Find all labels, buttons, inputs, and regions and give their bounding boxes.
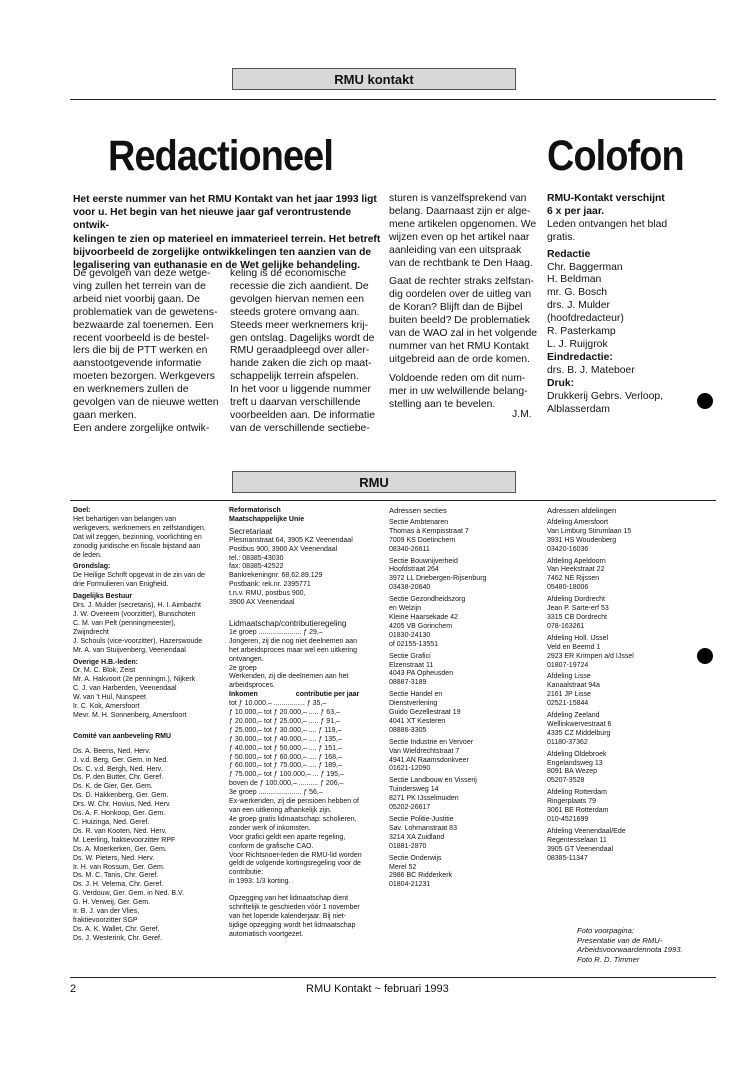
address-block: Sectie Bouwnijverheid Hoofdstraat 264 3972 LL Driebergen-Rijsenburg 03438-20640 [389, 557, 487, 592]
address-block: Sectie Landbouw en Visserij Tuindersweg 14 8271 PK IJsselmuiden 05202-26617 [389, 777, 477, 812]
info-col-a: Doel: Het behartigen van belangen van werkgevers, werknemers en zelfstandigen. Dat wil zeggen, bezinning, voorlichting en zonodig juridische en fiscale bijstand aan de leden. Grondslag: De Heilige Schrift opgevat in de zin van de drie Formulieren van Enigheid. Dagelijks Bestuur Drs. J. Mulder (secretaris), H. I. Aimbacht J. W. Overeem (voorzitter), Bunschoten C. M. van Pelt (penningmeester), Zwijndrecht J. Schouls (vice-voorzitter), Hazerswoude Mr. A. van Stuijvenberg, Veenendaal Overige H.B.-leden: Dr. M. C. Blok, Zeist Mr. A. Hakvoort (2e penningm.), Nijkerk C. J. van Harberden, Veenendaal W. van 't Hul, Nunspeet Ir. C. Kok, Amersfoort Mevr. M. H. Sonnenberg, Amersfoort Comité van aanbeveling RMU Ds. A. Beens, Ned. Herv. J. v.d. Berg, Ger. Gem. in Ned. Ds. C. v.d. Bergh, Ned. Herv. Ds. P. den Butter, Chr. Geref. Ds. K. de Gier, Ger. Gem. Ds. D. Hakkenberg, Ger. Gem. Drs. W. Chr. Hovius, Ned. Herv. Ds. A. F. Honkoop, Ger. Gem. C. Huizinga, Ned. Geref. Ds. R. van Kooten, Ned. Herv. M. Leerling, fraktievoorzitter RPF Ds. A. Moerkerken, Ger. Gem. Ds. W. Pieters, Ned. Herv. Ir. H. van Rossum, Ger. Gem. Ds. M. C. Tanis, Chr. Geref. Ds. J. H. Velema, Chr. Geref. G. Verdouw, Ger. Gem. in Ned. B.V. G. H. Verweij, Ger. Gem. Ir. B. J. van der Vlies, fraktievoorzitter SGP Ds. A. K. Wallet, Chr. Geref. Ds. J. Westerink, Chr. Geref. [73, 507, 206, 942]
address-block: Afdeling Veenendaal/Ede Regentesselaan 11 3905 GT Veenendaal 08385-11347 [547, 827, 626, 862]
contribution-row: boven de ƒ 100.000,– .......... ƒ 206,– [229, 780, 344, 788]
address-block: Sectie Onderwijs Merel 52 2986 BC Ridderkerk 01804-21231 [389, 854, 453, 889]
col3-paragraph-3: Voldoende reden om dit num- mer in uw welwillende belang- stelling aan te bevelen. [389, 372, 528, 410]
redactie-label: Redactie [547, 248, 591, 260]
contribution-row: ƒ 50.000,– tot ƒ 60.000,– .... ƒ 168,– [229, 753, 342, 761]
address-block: Afdeling Oldebroek Engelandsweg 13 8091 BA Wezep 05207-3528 [547, 750, 607, 785]
address-block: Afdeling Zeeland Wellinkwervestraat 6 4335 CZ Middelburg 01180-37362 [547, 712, 612, 746]
contribution-row: ƒ 40.000,– tot ƒ 50.000,– .... ƒ 151,– [229, 744, 342, 752]
address-block: Afdeling Dordrecht Jean P. Sarte-erf 53 3315 CB Dordrecht 078-163261 [547, 596, 609, 630]
eindredactie-value: drs. B. J. Mateboer [547, 364, 635, 376]
col3-paragraph-2: Gaat de rechter straks zelfstan- dig oordelen over de uitleg van de Koran? Blijft dan de Bijbel buiten beeld? De problematiek van de WAO zal in het volgende nummer van het RMU Kontakt uitgebreid aan de orde komen. [389, 276, 538, 365]
info-col-c: Adressen secties Sectie Ambtenaren Thomas à Kempisstraat 7 7009 KS Doetinchem 08340-26611 Sectie Bouwnijverheid Hoofdstraat 264 3972 LL Driebergen-Rijsenburg 03438-20640 Sectie Gezondheidszorg en Welzijn Kleine Haarsekade 42 4205 VB Gorinchem 01830-24130 of 02155-13551 Sectie Grafici Elzenstraat 11 4043 PA Opheusden 08887-3189 Sectie Handel en Dienstverlening Guido Gezellestraat 19 4041 XT Kesteren 08886-3305 Sectie Industrie en Vervoer Van Wieldrechtstraat 7 4941 AN Raamsdonkveer 01621-12090 Sectie Landbouw en Visserij Tuindersweg 14 8271 PK IJsselmuiden 05202-26617 Sectie Politie-Justitie Sav. Lohmanstraat 83 3214 XA Zuidland 01881-2870 Sectie Onderwijs Merel 52 2986 BC Ridderkerk 01804-21231 [389, 507, 537, 893]
signature: J.M. [512, 409, 532, 420]
address-block: Sectie Politie-Justitie Sav. Lohmanstraat 83 3214 XA Zuidland 01881-2870 [389, 816, 457, 850]
colofon-title: Colofon [547, 132, 684, 180]
rmu-rule [70, 500, 716, 501]
footer-title: RMU Kontakt ~ februari 1993 [306, 983, 449, 995]
contribution-row: ƒ 30.000,– tot ƒ 40.000,– .... ƒ 135,– [229, 735, 342, 743]
colofon-body [547, 193, 707, 416]
rmu-banner: RMU [232, 471, 516, 493]
contribution-table-head: Inkomen contributie per jaar [229, 691, 360, 699]
photo-caption: Foto voorpagina: Presentatie van de RMU- Arbeidsvoorwaardennota 1993. Foto R. D. Timmer [577, 926, 683, 964]
eindredactie-label: Eindredactie: [547, 351, 613, 363]
header-banner: RMU kontakt [232, 68, 516, 90]
redactioneel-col-3 [389, 193, 539, 418]
contribution-row: tot ƒ 10.000,– ................ ƒ 35,– [229, 700, 327, 708]
redactie-list: Chr. Baggerman H. Beldman mr. G. Bosch drs. J. Mulder (hoofdredacteur) R. Pasterkamp L. J. Ruijgrok [547, 261, 624, 350]
punch-hole [697, 648, 713, 664]
redactioneel-col-2: keling is de economische recessie die zich aandient. De gevolgen hiervan nemen een steeds grotere omvang aan. Steeds meer werknemers krij- gen ontslag. Dagelijks wordt de RMU geraadpleegd over aller- hande zaken die zich op maat- schappelijk terrein afspelen. In het voor u liggende nummer treft u daarvan verschillende voorbeelden aan. De informatie van de verschillende sectiebe- [230, 268, 375, 434]
page-number: 2 [70, 983, 77, 995]
address-block: Afdeling Holl. IJssel Veld en Beemd 1 2923 ER Krimpen a/d IJssel 01807-19724 [547, 634, 634, 669]
address-block: Sectie Handel en Dienstverlening Guido Gezellestraat 19 4041 XT Kesteren 08886-3305 [389, 691, 461, 734]
top-rule [70, 99, 716, 100]
redactioneel-col-1: De gevolgen van deze wetge- ving zullen het terrein van de arbeid niet voorbij gaan. De problematiek van de gewetens- bezwaarde zal toenemen. Een recent voorbeeld is de bestel- lers die bij de PTT werken en aanstootgevende informatie moeten bezorgen. Werkgevers en werknemers zullen de gevolgen van de nieuwe wetten gaan merken. Een andere zorgelijke ontwik- [73, 268, 219, 434]
contribution-row: ƒ 20.000,– tot ƒ 25.000,– ..... ƒ 91,– [229, 717, 340, 725]
druk-value-2: Alblasserdam [547, 403, 610, 415]
info-col-d: Adressen afdelingen Afdeling Amersfoort Van Limburg Stirumlaan 15 3931 HS Woudenberg 03420-16036 Afdeling Apeldoorn Van Heekstraat 22 7462 NE Rijssen 05480-18006 Afdeling Dordrecht Jean P. Sarte-erf 53 3315 CB Dordrecht 078-163261 Afdeling Holl. IJssel Veld en Beemd 1 2923 ER Krimpen a/d IJssel 01807-19724 Afdeling Lisse Kanaalstraat 94a 2161 JP Lisse 02521-15844 Afdeling Zeeland Wellinkwervestraat 6 4335 CZ Middelburg 01180-37362 Afdeling Oldebroek Engelandsweg 13 8091 BA Wezep 05207-3528 Afdeling Rotterdam Ringerplaats 79 3061 BE Rotterdam 010-4521699 Afdeling Veenendaal/Ede Regentesselaan 11 3905 GT Veenendaal 08385-11347 [547, 507, 695, 867]
contribution-row: 3e groep ...................... ƒ 56,– [229, 789, 323, 797]
contribution-row: ƒ 75.000,– tot ƒ 100.000,– ... ƒ 195,– [229, 771, 344, 779]
contribution-row: ƒ 25.000,– tot ƒ 30.000,– .... ƒ 119,– [229, 726, 342, 734]
druk-value-1: Drukkerij Gebrs. Verloop, [547, 390, 664, 402]
address-block: Sectie Ambtenaren Thomas à Kempisstraat 7 7009 KS Doetinchem 08340-26611 [389, 518, 469, 553]
address-block: Sectie Gezondheidszorg en Welzijn Kleine Haarsekade 42 4205 VB Gorinchem 01830-24130 of 02155-13551 [389, 596, 466, 648]
address-block: Afdeling Lisse Kanaalstraat 94a 2161 JP Lisse 02521-15844 [547, 673, 600, 708]
address-block: Afdeling Rotterdam Ringerplaats 79 3061 BE Rotterdam 010-4521699 [547, 789, 609, 823]
address-block: Sectie Industrie en Vervoer Van Wieldrechtstraat 7 4941 AN Raamsdonkveer 01621-12090 [389, 738, 474, 773]
info-col-b: Reformatorisch Maatschappelijke Unie Secretariaat Plesmanstraat 64, 3905 KZ Veenendaal Postbus 900, 3900 AX Veenendaal tel.: 08385-43030 fax: 08385-42522 Bankrekeningnr. 68.62.89.129 Postbank: rek.nr. 2395771 t.n.v. RMU, postbus 900, 3900 AX Veenendaal Lidmaatschap/contributieregeling 1e groep ...................... ƒ 29,– Jongeren, zij die nog niet deelnemen aan het arbeidsproces maar wel een uitkering ontvangen. 2e groep Werkenden, zij die deelnemen aan het arbeidsproces. Inkomen contributie per jaar tot ƒ 10.000,– ................ ƒ 35,– ƒ 10.000,– tot ƒ 20.000,– ..... ƒ 63,– ƒ 20.000,– tot ƒ 25.000,– ..... ƒ 91,– ƒ 25.000,– tot ƒ 30.000,– .... ƒ 119,– ƒ 30.000,– tot ƒ 40.000,– .... ƒ 135,– ƒ 40.000,– tot ƒ 50.000,– .... ƒ 151,– ƒ 50.000,– tot ƒ 60.000,– .... ƒ 168,– ƒ 60.000,– tot ƒ 75.000,– .... ƒ 189,– ƒ 75.000,– tot ƒ 100.000,– ... ƒ 195,– boven de ƒ 100.000,– .......... ƒ 206,– 3e groep ...................... ƒ 56,– Ex-werkenden, zij die pensioen hebben of van een uitkering afhankelijk zijn. 4e groep gratis lidmaatschap: scholieren, zonder werk of inkomsten. Voor grafici geldt een aparte regeling, conform de grafische CAO. Voor Richtsnoer-leden die RMU-lid worden geldt de volgende kortingsregeling voor de contributie: in 1993: 1/3 korting. Opzegging van het lidmaatschap dient schriftelijk te geschieden vóór 1 november van het lopende kalenderjaar. Bij niet- tijdige opzegging wordt het lidmaatschap automatisch voortgezet. [229, 507, 379, 943]
redactioneel-intro: Het eerste nummer van het RMU Kontakt van het jaar 1993 ligt voor u. Het begin van het nieuwe jaar gaf verontrustende ontwik- kelingen te zien op materieel en immaterieel terrein. Het betreft bijvoorbeeld de zorgelijke ontwikkelingen ten aanzien van de legalisering van euthanasie en de Wet gelijke behandeling. [73, 194, 381, 272]
address-block: Afdeling Amersfoort Van Limburg Stirumlaan 15 3931 HS Woudenberg 03420-16036 [547, 518, 632, 553]
colofon-intro: RMU-Kontakt verschijnt 6 x per jaar. Leden ontvangen het blad gratis. [547, 193, 668, 243]
druk-label: Druk: [547, 377, 575, 389]
address-block: Afdeling Apeldoorn Van Heekstraat 22 7462 NE Rijssen 05480-18006 [547, 557, 606, 592]
footer-rule [70, 977, 716, 978]
contribution-row: ƒ 10.000,– tot ƒ 20.000,– ..... ƒ 63,– [229, 709, 340, 717]
redactioneel-title: Redactioneel [108, 132, 333, 180]
col3-paragraph-1: sturen is vanzelfsprekend van belang. Daarnaast zijn er alge- mene artikelen opgenomen. We wijzen even op het artikel naar aanleiding van een uitspraak van de rechtbank te Den Haag. [389, 193, 537, 269]
contribution-row: ƒ 60.000,– tot ƒ 75.000,– .... ƒ 189,– [229, 762, 342, 770]
punch-hole [697, 393, 713, 409]
address-block: Sectie Grafici Elzenstraat 11 4043 PA Opheusden 08887-3189 [389, 652, 454, 687]
